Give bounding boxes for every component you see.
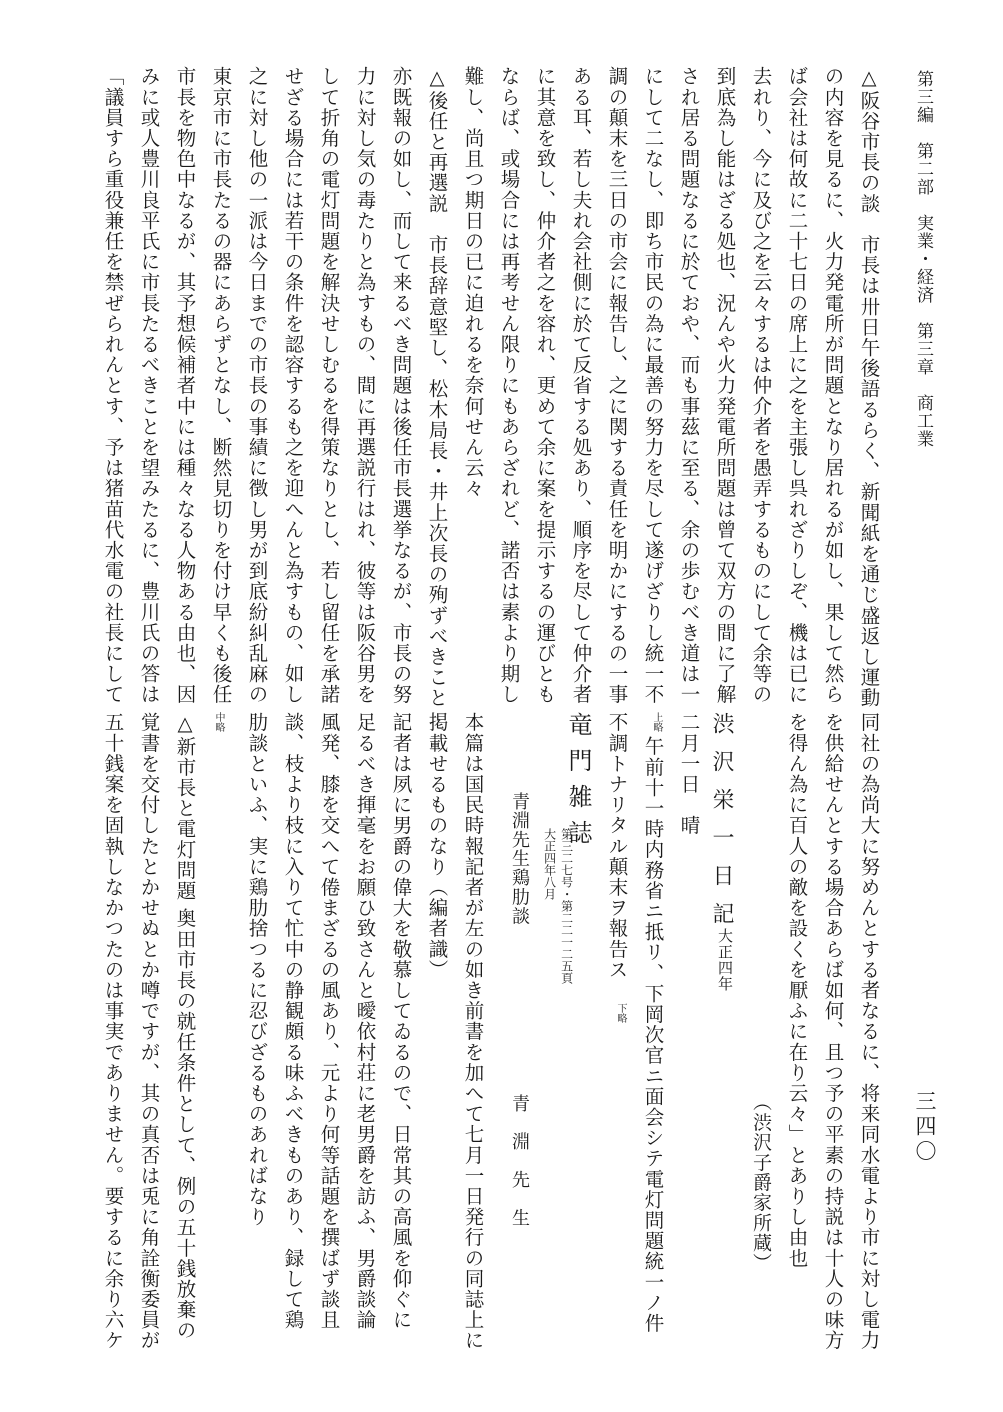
- magazine-title: 竜門雑誌: [564, 712, 592, 856]
- section-column: 奥田市長の就任条件として、例の五十銭放棄の: [173, 908, 197, 1341]
- upper-column: にして二なし、即ち市民の為に最善の努力を尽して遂げざりし統一不: [641, 66, 665, 705]
- diary-line: 午前十一時内務省ニ抵リ、下岡次官ニ面会シテ電灯問題統一ノ件: [641, 736, 665, 1334]
- upper-column: みに或人豊川良平氏に市長たるべきことを望みたるに、豊川氏の答は: [137, 66, 161, 705]
- upper-column: △後任と再選説 市長辞意堅し、松木局長・井上次長の殉ずべきこと: [425, 66, 449, 709]
- upper-column: ば会社は何故に二十七日の席上に之を主張し呉れざりしぞ、機は已に: [785, 66, 809, 705]
- upper-column: 「議員すら重役兼任を禁ぜられんとす、予は猪苗代水電の社長にして: [101, 66, 125, 705]
- page-number: 三四〇: [913, 1090, 937, 1165]
- byline: 青 淵 先 生: [509, 1094, 530, 1228]
- continued-quote: を得ん為に百人の敵を設くを厭ふに在り云々」とありし由也: [785, 712, 809, 1269]
- section-column: 覚書を交付したとかせぬとか噂ですが、其の真否は兎に角詮衡委員が: [137, 712, 161, 1351]
- running-title: 第三編 第二部 実業・経済 第三章 商工業: [913, 70, 933, 448]
- upper-column: 去れり、今に及び之を云々するは仲介者を愚弄するものにして余等の: [749, 66, 773, 705]
- continued-quote: を供給せんとする場合あらば如何、且つ予の平素の持説は十人の味方: [821, 712, 845, 1351]
- upper-column: して折角の電灯問題を解決せしむるを得策なりとし、若し留任を承諾: [317, 66, 341, 705]
- upper-column: 亦既報の如し、而して来るべき問題は後任市長選挙なるが、市長の努: [389, 66, 413, 705]
- source-note: （渋沢子爵家所蔵）: [750, 1092, 772, 1273]
- editor-note: 本篇は国民時報記者が左の如き前書を加へて七月一日発行の同誌上に: [461, 712, 485, 1351]
- article-title: 青淵先生鶏肋談: [509, 792, 530, 926]
- upper-column: △阪谷市長の談 市長は卅日午後語るらく、新聞紙を通じ盛返し運動: [857, 66, 881, 709]
- body-column: 談、枝より枝に入りて忙中の静観頗る味ふべきものあり、録して鶏: [281, 712, 305, 1330]
- upper-column: に其意を致し、仲介者之を容れ、更めて余に案を提示するの運びとも: [533, 66, 557, 705]
- upper-column: ならば、或場合には再考せん限りにもあらざれど、諾否は素より期し: [497, 66, 521, 705]
- body-column: 記者は夙に男爵の偉大を敬慕してゐるので、日常其の高風を仰ぐに: [389, 712, 413, 1330]
- diary-title: 渋沢栄一日記: [709, 712, 734, 940]
- upper-column: され居る問題なるに於ておや、而も事茲に至る、余の歩むべき道は一: [677, 66, 701, 705]
- upper-column: 調の顛末を三日の市会に報告し、之に関する責任を明かにするの一事: [605, 66, 629, 705]
- upper-column: 到底為し能はざる処也、況んや火力発電所問題は曾て双方の間に了解: [713, 66, 737, 705]
- body-column: 足るべき揮毫をお願ひ致さんと曖依村荘に老男爵を訪ふ、男爵談論: [353, 712, 377, 1330]
- magazine-date: 大正四年八月: [542, 828, 557, 900]
- body-column: 風発、膝を交へて倦まざるの風あり、元より何等話題を撰ばず談且: [317, 712, 341, 1330]
- upper-column: 力に対し気の毒たりと為すもの、間に再選説行はれ、彼等は阪谷男を: [353, 66, 377, 705]
- upper-column: の内容を見るに、火力発電所が問題となり居れるが如し、果して然ら: [821, 66, 845, 705]
- omission-mark-before: 上略: [651, 712, 662, 732]
- magazine-issue: 第三二七号・第二二一二五頁: [559, 828, 574, 984]
- upper-column: ある耳、若し夫れ会社側に於て反省する処あり、順序を尽して仲介者: [569, 66, 593, 705]
- upper-column: 市長を物色中なるが、其予想候補者中には種々なる人物ある由也、因: [173, 66, 197, 705]
- upper-column: 東京市に市長たるの器にあらずとなし、断然見切りを付け早くも後任: [209, 66, 233, 705]
- omission-mark-after: 下略: [615, 1003, 626, 1023]
- section-title: △新市長と電灯問題: [173, 712, 197, 901]
- upper-column: 難し、尚且つ期日の已に迫れるを奈何せん云々: [461, 66, 485, 499]
- diary-date: 二月一日 晴: [677, 712, 701, 836]
- body-column: 肋談といふ、実に鶏肋捨つるに忍びざるものあればなり: [245, 712, 269, 1227]
- diary-line: 不調トナリタル顛末ヲ報告ス: [605, 712, 629, 980]
- upper-column: せざる場合には若干の条件を認容するも之を迎へんと為すもの、如し: [281, 66, 305, 705]
- omission-mark-middle: 中略: [213, 712, 224, 732]
- continued-quote: 同社の為尚大に努めんとする者なるに、将来同水電より市に対し電力: [857, 712, 881, 1351]
- editor-note: 掲載せるものなり（編者識）: [425, 712, 449, 980]
- section-column: 五十銭案を固執しなかつたのは事実でありません。要するに余り六ケ: [101, 712, 125, 1351]
- diary-year: 大正四年: [716, 928, 734, 992]
- upper-column: 之に対し他の一派は今日までの市長の事績に徴し男が到底紛糾乱麻の: [245, 66, 269, 705]
